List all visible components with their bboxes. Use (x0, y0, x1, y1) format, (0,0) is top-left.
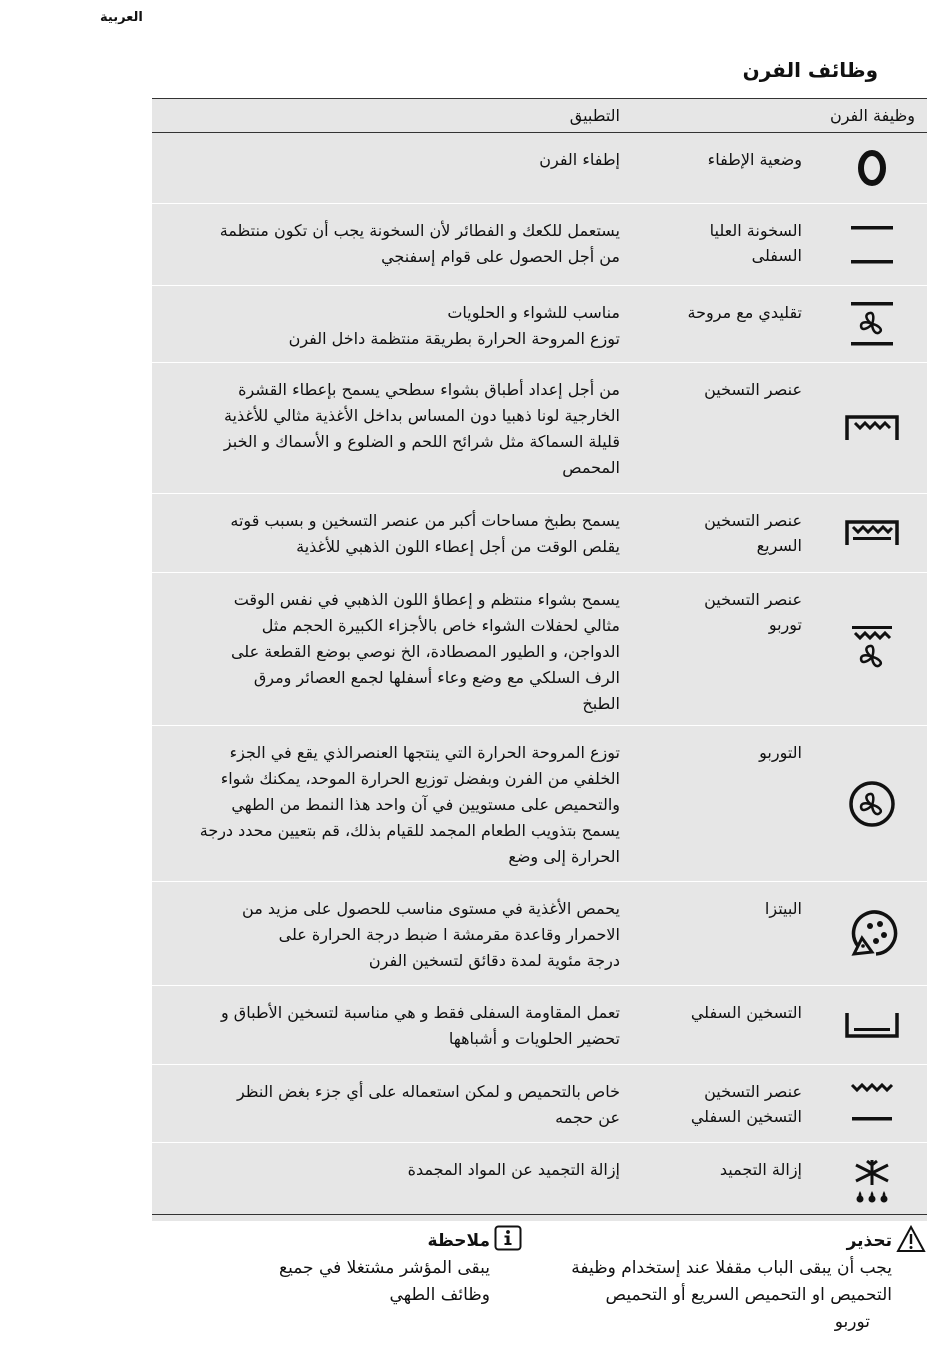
function-application: يسمح بطبخ مساحات أكبر من عنصر التسخين و بسبب قوته يقلص الوقت من أجل إعطاء اللون الذهبي للأغذية (230, 511, 620, 556)
table-row (152, 1065, 927, 1143)
table-row (152, 133, 927, 204)
warning-title: تحذير (846, 1231, 892, 1251)
function-name: تقليدي مع مروحة (687, 303, 802, 322)
warning-text: توربو (834, 1312, 870, 1332)
conventional-fan-icon (842, 286, 902, 362)
function-name: عنصر التسخين السريع (704, 511, 802, 555)
function-name: عنصر التسخين التسخين السفلي (690, 1082, 802, 1126)
pizza-icon (842, 882, 902, 985)
turbo-fan-icon (842, 726, 902, 881)
function-application: مناسب للشواء و الحلويات توزع المروحة الحرارة بطريقة منتظمة داخل الفرن (288, 303, 620, 348)
table-row (152, 986, 927, 1065)
grill-icon (842, 363, 902, 493)
function-name: البيتزا (764, 899, 802, 918)
header-application: التطبيق (569, 106, 620, 125)
warning-text: يجب أن يبقى الباب مقفلا عند إستخدام وظيفة (571, 1258, 892, 1278)
table-row (152, 882, 927, 986)
table-row (152, 363, 927, 494)
function-application: يحمص الأغذية في مستوى مناسب للحصول على مزيد من الاحمرار وقاعدة مقرمشة ا ضبط درجة الحرارة على درجة مئوية لمدة دقائق لتسخين الفرن (242, 899, 620, 970)
info-title: ملاحظة (427, 1231, 490, 1251)
table-row (152, 573, 927, 726)
info-note (240, 1228, 490, 1309)
oven-functions-table (152, 98, 927, 1222)
table-row (152, 726, 927, 882)
function-application: يستعمل للكعك و الفطائر لأن السخونة يجب أن تكون منتظمة من أجل الحصول على قوام إسفنجي (219, 221, 620, 266)
warning-note (552, 1228, 892, 1336)
function-name: عنصر التسخين (704, 380, 802, 399)
fast-grill-icon (842, 494, 902, 572)
function-name: التوربو (759, 743, 802, 762)
table-header (152, 99, 927, 133)
table-row (152, 286, 927, 363)
off-icon (842, 133, 902, 203)
turbo-grill-icon (842, 573, 902, 725)
table-row (152, 204, 927, 286)
language-label: العربية (100, 10, 143, 25)
function-name: السخونة العليا السفلى (709, 221, 802, 265)
function-name: وضعية الإطفاء (707, 150, 802, 169)
function-name: عنصر التسخين توربو (704, 590, 802, 634)
warning-icon (896, 1225, 926, 1257)
info-icon (494, 1225, 522, 1255)
table-row (152, 494, 927, 573)
function-name: إزالة التجميد (719, 1160, 802, 1179)
table-bottom-rule (152, 1214, 927, 1215)
header-function: وظيفة الفرن (829, 106, 915, 125)
grill-bottom-heat-icon (842, 1065, 902, 1142)
info-text: وظائف الطهي (389, 1285, 490, 1305)
function-application: خاص بالتحميص و لمكن استعماله على أي جزء بغض النظر عن حجمه (236, 1082, 620, 1127)
function-name: التسخين السفلي (690, 1003, 802, 1022)
bottom-heat-icon (842, 986, 902, 1064)
function-application: من أجل إعداد أطباق بشواء سطحي يسمح بإعطاء القشرة الخارجية لونا ذهبيا دون المساس بداخل الأغذية مثالي للأغذية قليلة السماكة مثل شرائح اللحم و الضلوع و الأسماك و الخبز المحمص (223, 380, 620, 477)
function-application: إطفاء الفرن (539, 150, 620, 169)
function-application: إزالة التجميد عن المواد المجمدة (407, 1160, 620, 1179)
defrost-icon (842, 1143, 902, 1221)
page-title: وظائف الفرن (742, 58, 878, 82)
function-application: توزع المروحة الحرارة التي ينتجها العنصرالذي يقع في الجزء الخلفي من الفرن وبفضل توزيع الحرارة الموحد، يمكنك شواء والتحميص على مستويين في آن واحد هذا النمط من الطهي يسمح بتذويب الطعام المجمد للقيام بذلك، قم بتعيين محدد درجة الحرارة إلى وضع (199, 743, 620, 866)
function-application: تعمل المقاومة السفلى فقط و هي مناسبة لتسخين الأطباق و تحضير الحلويات و أشباهها (220, 1003, 620, 1048)
table-row (152, 1143, 927, 1222)
warning-text: التحميص او التحميص السريع أو التحميص (605, 1285, 892, 1305)
top-bottom-heat-icon (842, 204, 902, 285)
function-application: يسمح بشواء منتظم و إعطاؤ اللون الذهبي في نفس الوقت مثالي لحفلات الشواء خاص بالأجزاء الكبيرة الحجم مثل الدواجن، و الطيور المصطادة، الخ نوصي بوضع القطعة على الرف السلكي مع وضع وعاء أسفلها لجمع العصائر ومرق الطبخ (230, 590, 620, 713)
info-text: يبقى المؤشر مشتغلا في جميع (279, 1258, 490, 1278)
